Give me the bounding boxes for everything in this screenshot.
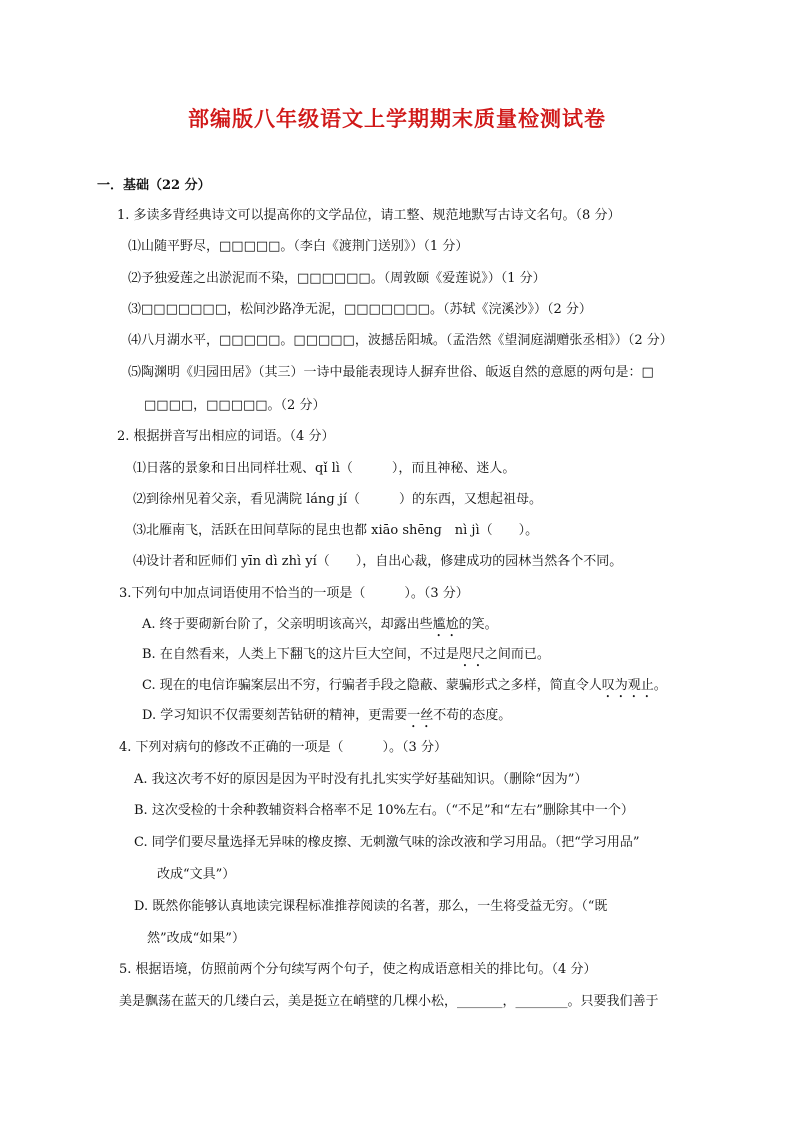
question-1-stem: 1. 多读多背经典诗文可以提高你的文学品位，请工整、规范地默写古诗文名句。（8 分） (117, 208, 621, 223)
option-text: 之间而已。 (484, 647, 550, 662)
option-text: 。 (653, 678, 667, 693)
q3-option (142, 707, 511, 731)
q3-option (142, 646, 550, 670)
q1-item: ⑷八月湖水平，□□□□□。□□□□□，波撼岳阳城。（孟浩然《望洞庭湖赠张丞相》）（2 分） (128, 333, 673, 348)
q1-item: ⑴山随平野尽，□□□□□。（李白《渡荆门送别》）（1 分） (128, 239, 469, 254)
section-heading: 一．基础（22 分） (97, 178, 211, 193)
page-title: 部编版八年级语文上学期期末质量检测试卷 (188, 106, 606, 131)
q2-item: ⑶北雁南飞，活跃在田间草际的昆虫也都 xiāo shēnɡ nì jì（ ）。 (133, 523, 539, 538)
dotted-word: 一丝 (407, 708, 434, 723)
q1-item: ⑶□□□□□□□，松间沙路净无泥，□□□□□□□。（苏轼《浣溪沙》）（2 分） (128, 302, 592, 317)
q2-item: ⑷设计者和匠师们 yīn dì zhì yí（ ），自出心裁，修建成功的园林当然各个不同。 (133, 554, 623, 569)
q1-item: ⑸陶渊明《归园田居》（其三）一诗中最能表现诗人摒弃世俗、皈返自然的意愿的两句是：□ (128, 365, 654, 380)
question-3-stem: 3.下列句中加点词语使用不恰当的一项是（ ）。（3 分） (119, 586, 469, 601)
q1-item-continuation: □□□□，□□□□□。（2 分） (144, 398, 326, 413)
option-text: 的笑。 (458, 617, 498, 632)
q4-option: A. 我这次考不好的原因是因为平时没有扎扎实实学好基础知识。（删除“因为”） (134, 772, 588, 787)
q5-context: 美是飘荡在蓝天的几缕白云，美是挺立在峭壁的几棵小松，_______，________。只要我们善于 (119, 994, 659, 1009)
q3-option (142, 677, 667, 701)
option-text: D. 学习知识不仅需要刻苦钻研的精神，更需要 (142, 708, 408, 723)
dotted-word: 咫尺 (458, 647, 485, 662)
dotted-word: 尴尬 (432, 617, 459, 632)
question-5-stem: 5. 根据语境，仿照前两个分句续写两个句子，使之构成语意相关的排比句。（4 分） (119, 962, 597, 977)
q4-option: D. 既然你能够认真地读完课程标准推荐阅读的名著，那么，一生将受益无穷。（“既 (134, 899, 608, 914)
q2-item: ⑴日落的景象和日出同样壮观、qǐ lì（ ），而且神秘、迷人。 (133, 461, 516, 476)
dotted-word: 叹为观止 (601, 678, 654, 693)
q1-item: ⑵予独爱莲之出淤泥而不染，□□□□□□。（周敦颐《爱莲说》）（1 分） (128, 271, 546, 286)
q4-option-continuation: 改成“文具”） (157, 867, 236, 882)
q4-option-continuation: 然”改成“如果”） (147, 931, 245, 946)
q2-item: ⑵到徐州见着父亲，看见满院 lánɡ jí（ ）的东西，又想起祖母。 (133, 492, 543, 507)
q4-option: C. 同学们要尽量选择无异味的橡皮擦、无刺激气味的涂改液和学习用品。（把“学习用品” (134, 835, 640, 850)
q4-option: B. 这次受检的十余种教辅资料合格率不足 10%左右。（“不足”和“左右”删除其中一个） (134, 803, 634, 818)
question-4-stem: 4. 下列对病句的修改不正确的一项是（ ）。（3 分） (119, 740, 447, 755)
option-text: B. 在自然看来，人类上下翻飞的这片巨大空间，不过是 (142, 647, 459, 662)
option-text: 不苟的态度。 (433, 708, 512, 723)
option-text: A. 终于要砌新台阶了，父亲明明该高兴，却露出些 (142, 617, 433, 632)
option-text: C. 现在的电信诈骗案层出不穷，行骗者手段之隐蔽、蒙骗形式之多样，简直令人 (142, 678, 602, 693)
q3-option (142, 616, 498, 640)
question-2-stem: 2. 根据拼音写出相应的词语。（4 分） (117, 429, 335, 444)
